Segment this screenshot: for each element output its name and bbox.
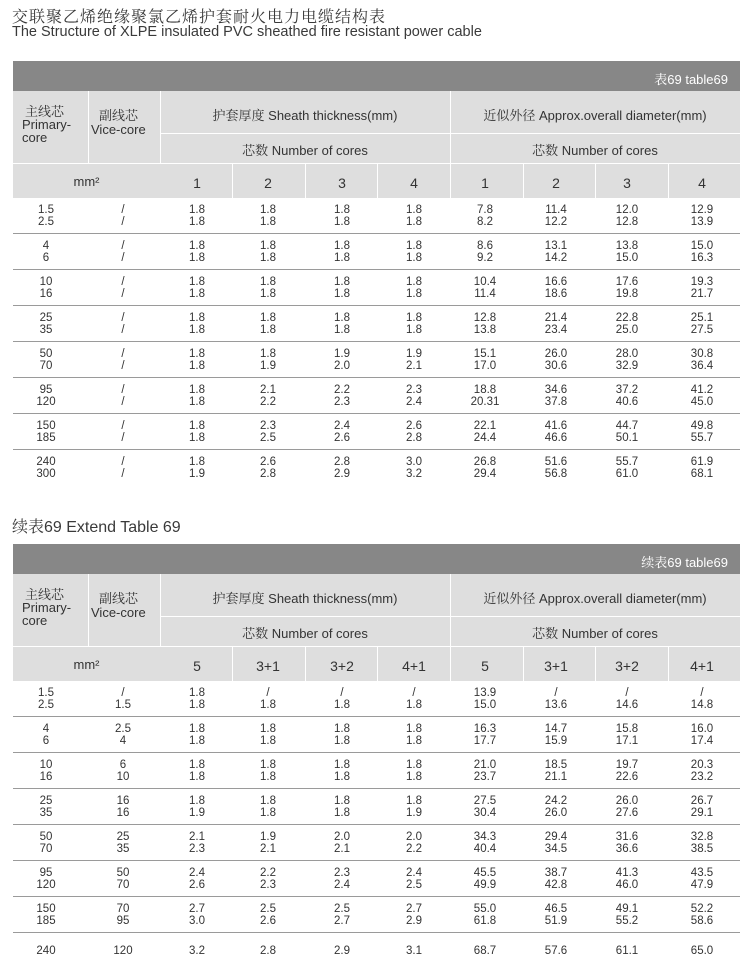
table-cell: 26.8 29.4	[473, 456, 497, 480]
core-count-header: 4	[698, 175, 706, 191]
table-cell: 16.3 17.7	[473, 723, 497, 747]
table-cell: 240	[36, 945, 56, 957]
table-cell: 18.8 20.31	[470, 384, 500, 408]
header-divider	[160, 616, 740, 617]
table-cell: 16.0 17.4	[690, 723, 714, 747]
table-cell: 65.0	[690, 945, 714, 957]
table-cell: 2.2 2.3	[334, 384, 350, 408]
table-cell: 3.0 3.2	[406, 456, 422, 480]
table-cell: 1.8 1.8	[406, 759, 422, 783]
table-cell: 1.8 1.8	[260, 240, 276, 264]
vice-core-header-cn: 副线芯	[99, 108, 139, 123]
table-cell: 28.0 32.9	[615, 348, 639, 372]
table-banner-label: 表69 table69	[654, 72, 728, 87]
page-title-en: The Structure of XLPE insulated PVC sheathed fire resistant power cable	[12, 24, 482, 40]
core-count-header: 4+1	[690, 658, 714, 674]
table-cell: 70 95	[116, 903, 130, 927]
table-cell: 22.1 24.4	[473, 420, 497, 444]
table-cell: 7.8 8.2	[477, 204, 493, 228]
header-divider	[160, 133, 740, 134]
table-cell: / /	[121, 348, 125, 372]
table-cell: 3.1	[406, 945, 422, 957]
core-count-header: 3+1	[544, 658, 568, 674]
table-cell: / /	[121, 204, 125, 228]
table-cell: / 1.8	[260, 687, 276, 711]
core-count-header: 3+2	[615, 658, 639, 674]
number-of-cores-header: 芯数 Number of cores	[242, 143, 368, 158]
table-cell: 120	[113, 945, 133, 957]
table-cell: 45.5 49.9	[473, 867, 497, 891]
table-cell: 2.2 2.3	[260, 867, 276, 891]
table-cell: 10 16	[39, 276, 53, 300]
table-cell: 61.1	[615, 945, 639, 957]
table-cell: / 1.5	[115, 687, 131, 711]
table-cell: 2.5 4	[115, 723, 131, 747]
table-cell: / 1.8	[334, 687, 350, 711]
table-cell: 25 35	[39, 312, 53, 336]
table-cell: 2.4 2.6	[189, 867, 205, 891]
table-cell: 1.8 1.8	[406, 276, 422, 300]
number-of-cores-header: 芯数 Number of cores	[242, 626, 368, 641]
table-cell: 2.8	[260, 945, 276, 957]
number-of-cores-header: 芯数 Number of cores	[532, 143, 658, 158]
table-cell: 43.5 47.9	[690, 867, 714, 891]
table-cell: 4 6	[42, 240, 50, 264]
table-cell: 1.8 1.8	[406, 240, 422, 264]
table-cell: 1.8 1.8	[189, 384, 205, 408]
row-separator	[13, 788, 740, 789]
table-cell: 57.6	[544, 945, 568, 957]
core-count-header: 3+2	[330, 658, 354, 674]
table-cell: 41.3 46.0	[615, 867, 639, 891]
table-cell: 1.8 1.8	[189, 348, 205, 372]
table-cell: 2.6 2.8	[406, 420, 422, 444]
table-cell: 44.7 50.1	[615, 420, 639, 444]
table-cell: 1.8 1.8	[334, 795, 350, 819]
table-banner	[13, 61, 740, 91]
table-cell: 13.8 15.0	[615, 240, 639, 264]
table-cell: 12.8 13.8	[473, 312, 497, 336]
table-cell: 37.2 40.6	[615, 384, 639, 408]
table-cell: 2.4 2.6	[334, 420, 350, 444]
table-cell: 68.7	[473, 945, 497, 957]
table-cell: 150 185	[36, 420, 56, 444]
structure-table-69-extended	[13, 544, 740, 964]
table-cell: 1.8 1.8	[406, 204, 422, 228]
table-cell: / 1.8	[406, 687, 422, 711]
table-cell: / /	[121, 420, 125, 444]
table-cell: 95 120	[36, 867, 56, 891]
table-cell: 1.5 2.5	[38, 204, 54, 228]
vice-core-header-en: Vice-core	[91, 122, 146, 137]
table-cell: 1.9 2.1	[406, 348, 422, 372]
core-count-header: 1	[481, 175, 489, 191]
table-cell: 12.9 13.9	[690, 204, 714, 228]
table-cell: 2.5 2.7	[334, 903, 350, 927]
table-cell: 12.0 12.8	[615, 204, 639, 228]
table-cell: / /	[121, 276, 125, 300]
table-cell: 22.8 25.0	[615, 312, 639, 336]
core-count-header: 3+1	[256, 658, 280, 674]
table-cell: 2.8 2.9	[334, 456, 350, 480]
table-cell: 8.6 9.2	[477, 240, 493, 264]
table-cell: 21.0 23.7	[473, 759, 497, 783]
primary-core-header-cn: 主线芯	[25, 587, 65, 602]
table-cell: 1.8 1.8	[334, 240, 350, 264]
table-cell: 49.8 55.7	[690, 420, 714, 444]
table-cell: 3.2	[189, 945, 205, 957]
table-cell: 2.0 2.2	[406, 831, 422, 855]
table-cell: 19.3 21.7	[690, 276, 714, 300]
table-cell: 1.8 1.8	[334, 312, 350, 336]
table-cell: 25 35	[39, 795, 53, 819]
table-cell: 1.8 1.8	[406, 723, 422, 747]
table-cell: 10 16	[39, 759, 53, 783]
row-separator	[13, 305, 740, 306]
table-cell: 50 70	[116, 867, 130, 891]
table-cell: 2.0 2.1	[334, 831, 350, 855]
core-count-header: 3	[623, 175, 631, 191]
table-cell: 50 70	[39, 831, 53, 855]
core-count-header: 4+1	[402, 658, 426, 674]
table-cell: / /	[121, 240, 125, 264]
row-separator	[13, 269, 740, 270]
core-count-header: 5	[193, 658, 201, 674]
table-cell: 1.9 2.1	[260, 831, 276, 855]
core-count-header: 1	[193, 175, 201, 191]
table-cell: / 14.6	[615, 687, 639, 711]
table-cell: 1.8 1.8	[260, 759, 276, 783]
core-count-header: 5	[481, 658, 489, 674]
sheath-thickness-header: 护套厚度 Sheath thickness(mm)	[212, 108, 398, 123]
table-cell: 1.8 1.8	[189, 687, 205, 711]
table-cell: 2.3 2.4	[406, 384, 422, 408]
row-separator	[13, 413, 740, 414]
vice-core-header-cn: 副线芯	[99, 591, 139, 606]
table-cell: 6 10	[116, 759, 130, 783]
table-cell: 1.8 1.9	[260, 348, 276, 372]
table-cell: 95 120	[36, 384, 56, 408]
table-cell: 18.5 21.1	[544, 759, 568, 783]
table-cell: 34.3 40.4	[473, 831, 497, 855]
row-separator	[13, 233, 740, 234]
table-cell: 1.8 1.8	[189, 759, 205, 783]
table-cell: 25 35	[116, 831, 130, 855]
table-cell: 15.1 17.0	[473, 348, 497, 372]
table-cell: 25.1 27.5	[690, 312, 714, 336]
table-banner	[13, 544, 740, 574]
table-cell: 1.8 1.8	[189, 204, 205, 228]
table-cell: 13.1 14.2	[544, 240, 568, 264]
approx-diameter-header: 近似外径 Approx.overall diameter(mm)	[483, 591, 707, 606]
header-divider	[88, 574, 89, 646]
table-cell: 2.3 2.5	[260, 420, 276, 444]
table-cell: 2.1 2.2	[260, 384, 276, 408]
table-cell: 26.0 30.6	[544, 348, 568, 372]
table-cell: 1.8 1.8	[260, 276, 276, 300]
table-cell: 2.5 2.6	[260, 903, 276, 927]
table-cell: 1.8 1.8	[334, 276, 350, 300]
table-cell: 1.8 1.9	[406, 795, 422, 819]
table-cell: 31.6 36.6	[615, 831, 639, 855]
table-cell: 2.9	[334, 945, 350, 957]
table-cell: 1.8 1.8	[260, 312, 276, 336]
table-cell: 51.6 56.8	[544, 456, 568, 480]
structure-table-69	[13, 61, 740, 483]
page-title-cn: 交联聚乙烯绝缘聚氯乙烯护套耐火电力电缆结构表	[12, 9, 387, 26]
table-cell: 32.8 38.5	[690, 831, 714, 855]
table-cell: 13.9 15.0	[473, 687, 497, 711]
table-cell: 19.7 22.6	[615, 759, 639, 783]
table-cell: 15.0 16.3	[690, 240, 714, 264]
table-cell: 55.7 61.0	[615, 456, 639, 480]
table-cell: 2.6 2.8	[260, 456, 276, 480]
table-cell: 14.7 15.9	[544, 723, 568, 747]
table-cell: 1.9 2.0	[334, 348, 350, 372]
row-separator	[13, 449, 740, 450]
table-cell: 52.2 58.6	[690, 903, 714, 927]
row-separator	[13, 752, 740, 753]
unit-header: mm²	[73, 657, 100, 672]
extend-table-title: 续表69 Extend Table 69	[12, 519, 181, 536]
header-divider	[88, 91, 89, 163]
table-cell: 150 185	[36, 903, 56, 927]
table-cell: 1.8 1.8	[334, 723, 350, 747]
table-cell: 16.6 18.6	[544, 276, 568, 300]
table-cell: 240 300	[36, 456, 56, 480]
primary-core-header-en-2: core	[22, 130, 48, 145]
table-cell: 1.8 1.8	[260, 723, 276, 747]
table-cell: 49.1 55.2	[615, 903, 639, 927]
table-banner-label: 续表69 table69	[641, 555, 728, 570]
table-cell: 4 6	[42, 723, 50, 747]
table-cell: / /	[121, 456, 125, 480]
table-cell: 55.0 61.8	[473, 903, 497, 927]
row-separator	[13, 824, 740, 825]
table-cell: 16 16	[116, 795, 130, 819]
table-cell: 41.6 46.6	[544, 420, 568, 444]
table-cell: 50 70	[39, 348, 53, 372]
table-cell: / 14.8	[690, 687, 714, 711]
table-cell: 26.0 27.6	[615, 795, 639, 819]
table-cell: 1.8 1.8	[260, 795, 276, 819]
row-separator	[13, 860, 740, 861]
number-of-cores-header: 芯数 Number of cores	[532, 626, 658, 641]
table-cell: 2.7 3.0	[189, 903, 205, 927]
primary-core-header-cn: 主线芯	[25, 104, 65, 119]
table-cell: 41.2 45.0	[690, 384, 714, 408]
table-cell: 15.8 17.1	[615, 723, 639, 747]
table-cell: 34.6 37.8	[544, 384, 568, 408]
core-count-header: 2	[552, 175, 560, 191]
table-cell: 11.4 12.2	[544, 204, 568, 228]
table-cell: / 13.6	[544, 687, 568, 711]
row-separator	[13, 377, 740, 378]
primary-core-header-en-2: core	[22, 613, 48, 628]
sheath-thickness-header: 护套厚度 Sheath thickness(mm)	[212, 591, 398, 606]
table-cell: 1.8 1.8	[189, 240, 205, 264]
row-separator	[13, 716, 740, 717]
table-cell: 20.3 23.2	[690, 759, 714, 783]
table-cell: 1.5 2.5	[38, 687, 54, 711]
table-cell: 1.8 1.9	[189, 456, 205, 480]
table-cell: 2.1 2.3	[189, 831, 205, 855]
table-cell: 26.7 29.1	[690, 795, 714, 819]
table-cell: 10.4 11.4	[473, 276, 497, 300]
row-separator	[13, 341, 740, 342]
table-cell: / /	[121, 384, 125, 408]
table-cell: 46.5 51.9	[544, 903, 568, 927]
primary-core-header-en: Primary-	[22, 600, 72, 615]
vice-core-header-en: Vice-core	[91, 605, 146, 620]
table-cell: / /	[121, 312, 125, 336]
table-cell: 2.4 2.5	[406, 867, 422, 891]
table-cell: 1.8 1.8	[260, 204, 276, 228]
table-cell: 61.9 68.1	[690, 456, 714, 480]
table-cell: 30.8 36.4	[690, 348, 714, 372]
table-cell: 29.4 34.5	[544, 831, 568, 855]
core-count-header: 2	[264, 175, 272, 191]
table-cell: 1.8 1.8	[189, 276, 205, 300]
primary-core-header-en: Primary-	[22, 117, 72, 132]
table-cell: 2.7 2.9	[406, 903, 422, 927]
table-cell: 1.8 1.8	[334, 759, 350, 783]
table-cell: 2.3 2.4	[334, 867, 350, 891]
table-cell: 1.8 1.8	[189, 420, 205, 444]
table-cell: 27.5 30.4	[473, 795, 497, 819]
table-cell: 1.8 1.8	[189, 312, 205, 336]
row-separator	[13, 896, 740, 897]
table-cell: 24.2 26.0	[544, 795, 568, 819]
table-cell: 1.8 1.8	[406, 312, 422, 336]
table-cell: 1.8 1.9	[189, 795, 205, 819]
approx-diameter-header: 近似外径 Approx.overall diameter(mm)	[483, 108, 707, 123]
table-cell: 38.7 42.8	[544, 867, 568, 891]
table-cell: 1.8 1.8	[189, 723, 205, 747]
row-separator	[13, 932, 740, 933]
table-cell: 1.8 1.8	[334, 204, 350, 228]
table-cell: 21.4 23.4	[544, 312, 568, 336]
unit-header: mm²	[73, 174, 100, 189]
core-count-header: 3	[338, 175, 346, 191]
table-cell: 17.6 19.8	[615, 276, 639, 300]
core-count-header: 4	[410, 175, 418, 191]
